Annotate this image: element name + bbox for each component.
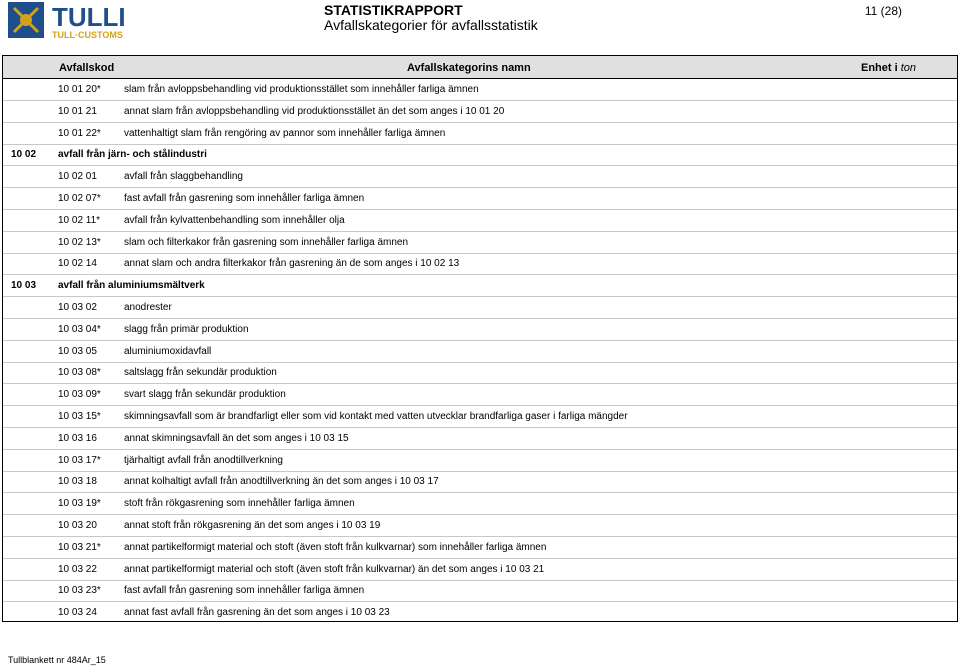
table-row	[3, 123, 957, 145]
table-row	[3, 232, 957, 254]
waste-code: 10 03 24	[58, 607, 97, 619]
waste-description: annat partikelformigt material och stoft (även stoft från kulkvarnar) än det som anges i 10 03 21	[124, 563, 545, 575]
waste-code: 10 03	[11, 280, 37, 292]
waste-description: avfall från aluminiumsmältverk	[58, 280, 205, 292]
page-number: 11 (28)	[864, 4, 902, 18]
form-id: Tullblankett nr 484Ar_15	[8, 655, 106, 665]
waste-code: 10 02 01	[58, 171, 97, 183]
table-header	[3, 56, 957, 79]
waste-description: annat fast avfall från gasrening än det som anges i 10 03 23	[124, 607, 390, 619]
waste-code: 10 02 11*	[58, 214, 101, 226]
table-row	[3, 341, 957, 363]
column-header-name: Avfallskategorins namn	[407, 62, 531, 74]
table-row	[3, 144, 957, 166]
waste-code: 10 03 17*	[58, 454, 101, 466]
waste-category-table	[2, 55, 958, 622]
logo-subtext: TULL·CUSTOMS	[52, 30, 123, 40]
table-row	[3, 602, 957, 624]
table-row	[3, 580, 957, 602]
column-header-code: Avfallskod	[59, 62, 115, 74]
table-row	[3, 493, 957, 515]
waste-code: 10 03 19*	[58, 498, 101, 510]
report-title: STATISTIKRAPPORT	[324, 2, 463, 18]
waste-code: 10 03 18	[58, 476, 97, 488]
waste-code: 10 03 04*	[58, 323, 101, 335]
waste-code: 10 03 21*	[58, 541, 101, 553]
table-row	[3, 471, 957, 493]
report-subtitle: Avfallskategorier för avfallsstatistik	[324, 17, 538, 33]
waste-code: 10 02 13*	[58, 236, 101, 248]
table-row	[3, 101, 957, 123]
waste-code: 10 01 22*	[58, 127, 101, 139]
waste-code: 10 03 22	[58, 563, 97, 575]
table-row	[3, 384, 957, 406]
tulli-logo	[8, 2, 198, 40]
waste-description: saltslagg från sekundär produktion	[124, 367, 277, 379]
waste-description: avfall från kylvattenbehandling som innehåller olja	[124, 214, 345, 226]
waste-description: annat skimningsavfall än det som anges i 10 03 15	[124, 432, 349, 444]
waste-code: 10 03 08*	[58, 367, 101, 379]
waste-description: aluminiumoxidavfall	[124, 345, 212, 357]
waste-description: annat slam och andra filterkakor från gasrening än de som anges i 10 02 13	[124, 258, 460, 270]
waste-code: 10 03 05	[58, 345, 97, 357]
waste-description: vattenhaltigt slam från rengöring av pannor som innehåller farliga ämnen	[124, 127, 446, 139]
waste-description: stoft från rökgasrening som innehåller farliga ämnen	[124, 498, 355, 510]
waste-description: avfall från slaggbehandling	[124, 171, 243, 183]
table-row	[3, 188, 957, 210]
table-row	[3, 362, 957, 384]
table-row	[3, 319, 957, 341]
waste-description: anodrester	[124, 302, 172, 313]
waste-code: 10 02 14	[58, 258, 97, 270]
waste-code: 10 03 20	[58, 520, 97, 531]
table-row	[3, 559, 957, 581]
waste-description: svart slagg från sekundär produktion	[124, 389, 286, 401]
waste-code: 10 02	[11, 149, 37, 161]
table-row	[3, 450, 957, 472]
table-row	[3, 297, 957, 319]
waste-description: avfall från järn- och stålindustri	[58, 149, 207, 161]
waste-code: 10 01 20*	[58, 84, 101, 95]
waste-description: slam från avloppsbehandling vid produktionsstället som innehåller farliga ämnen	[124, 84, 479, 95]
waste-code: 10 03 09*	[58, 389, 101, 401]
page-header	[0, 0, 960, 44]
waste-code: 10 02 07*	[58, 193, 101, 204]
waste-description: tjärhaltigt avfall från anodtillverkning	[124, 454, 283, 466]
waste-code: 10 03 16	[58, 432, 97, 444]
table-row	[3, 210, 957, 232]
waste-description: slam och filterkakor från gasrening som innehåller farliga ämnen	[124, 236, 409, 248]
table-row	[3, 275, 957, 297]
table-row	[3, 537, 957, 559]
waste-description: skimningsavfall som är brandfarligt eller som vid kontakt med vatten utvecklar brandfarliga gaser i farliga mängder	[124, 411, 628, 422]
waste-description: annat stoft från rökgasrening än det som anges i 10 03 19	[124, 520, 381, 531]
table-row	[3, 428, 957, 450]
table-row	[3, 166, 957, 188]
waste-code: 10 03 02	[58, 302, 97, 313]
waste-code: 10 03 15*	[58, 411, 101, 422]
column-header-unit: Enhet i ton	[861, 62, 917, 74]
logo-text: TULLI	[52, 2, 126, 32]
waste-description: fast avfall från gasrening som innehåller farliga ämnen	[124, 585, 365, 597]
table-row	[3, 79, 957, 101]
waste-description: fast avfall från gasrening som innehåller farliga ämnen	[124, 193, 365, 204]
waste-code: 10 03 23*	[58, 585, 101, 597]
waste-code: 10 01 21	[58, 105, 97, 117]
waste-description: annat partikelformigt material och stoft (även stoft från kulkvarnar) som innehåller farliga ämnen	[124, 541, 547, 553]
waste-description: annat slam från avloppsbehandling vid produktionsstället än det som anges i 10 01 20	[124, 105, 505, 117]
table-row	[3, 253, 957, 275]
table-row	[3, 515, 957, 537]
waste-description: slagg från primär produktion	[124, 323, 249, 335]
table-row	[3, 406, 957, 428]
waste-description: annat kolhaltigt avfall från anodtillverkning än det som anges i 10 03 17	[124, 476, 439, 488]
